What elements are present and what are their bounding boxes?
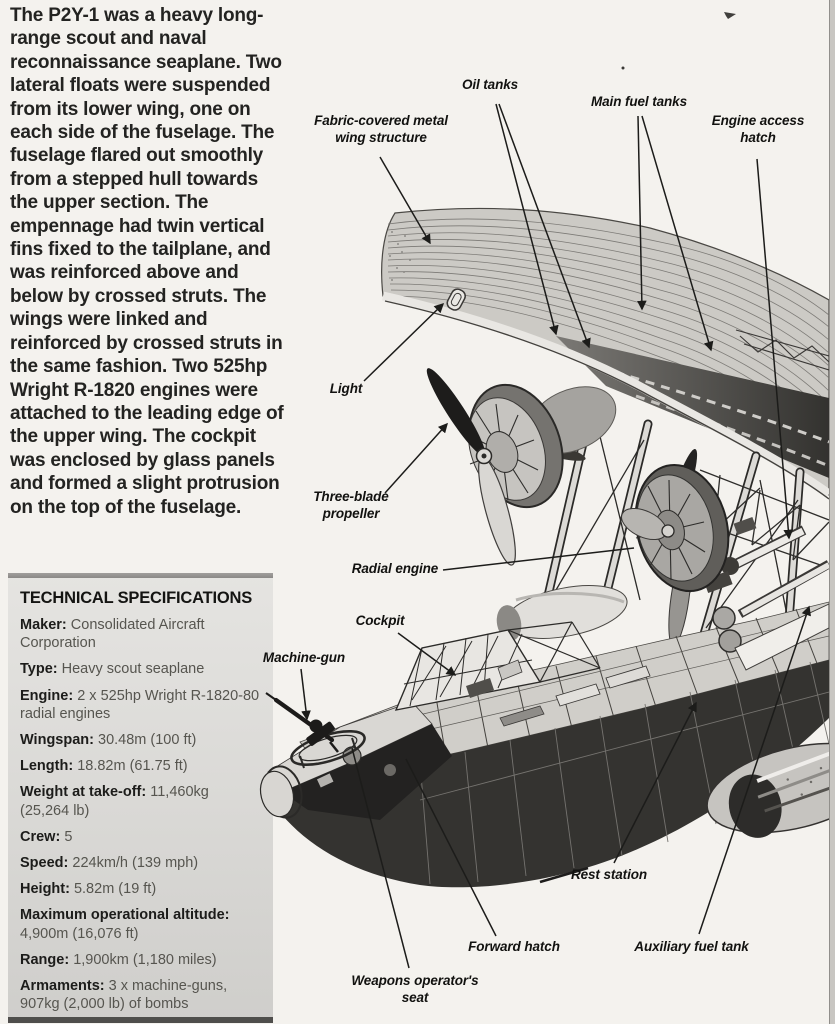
leader-machine-gun: [301, 669, 307, 719]
diagram-label-light: Light: [329, 381, 363, 396]
page-mark: [724, 12, 736, 19]
diagram-label-radial-engine: Radial engine: [351, 561, 439, 576]
diagram-label-forward-hatch: Forward hatch: [468, 939, 560, 954]
diagram-label-engine-access-hatch: Engine access hatch: [711, 113, 805, 145]
diagram-label-machine-gun: Machine-gun: [262, 650, 346, 665]
spec-height: Height: 5.82m (19 ft): [20, 881, 157, 898]
spec-armaments: Armaments: 3 x machine-guns, 907kg (2,000 lb) of bombs: [20, 978, 228, 1013]
radial-engine-front: [421, 364, 627, 568]
page-speck: [622, 67, 625, 70]
diagram-label-main-fuel-tanks: Main fuel tanks: [590, 94, 688, 109]
diagram-label-three-blade-propeller: Three-blade propeller: [313, 489, 389, 521]
spec-type: Type: Heavy scout seaplane: [20, 661, 205, 678]
spec-length: Length: 18.82m (61.75 ft): [20, 758, 188, 775]
diagram-label-auxiliary-fuel-tank: Auxiliary fuel tank: [634, 939, 749, 954]
spec-speed: Speed: 224km/h (139 mph): [20, 855, 199, 872]
diagram-label-cockpit: Cockpit: [355, 613, 405, 628]
spec-maker: Maker: Consolidated Aircraft Corporation: [20, 617, 205, 652]
spec-wingspan: Wingspan: 30.48m (100 ft): [20, 732, 197, 749]
spec-crew: Crew: 5: [20, 828, 73, 845]
specs-title: TECHNICAL SPECIFICATIONS: [20, 589, 253, 607]
leader-three-blade-propeller: [385, 424, 447, 493]
leader-radial-engine: [443, 548, 634, 570]
spec-max-altitude: Maximum operational altitude: 4,900m (16,076 ft): [20, 907, 230, 942]
spec-weight: Weight at take-off: 11,460kg (25,264 lb): [20, 784, 209, 819]
diagram-label-fabric-covered-metal-wing-structure: Fabric-covered metal wing structure: [314, 113, 448, 145]
spec-range: Range: 1,900km (1,180 miles): [20, 951, 217, 968]
diagram-label-weapons-operators-seat: Weapons operator's seat: [351, 973, 479, 1005]
intro-paragraph: The P2Y-1 was a heavy long-range scout and naval reconnaissance seaplane. Two lateral floats were suspended from its lower wing, one on each side of the fuselage. The fuselage flared out smoothly from a stepped hull towards the upper section. The empennage had twin vertical fins fixed to the tailplane, and was reinforced above and below by crossed struts. The wings were linked and reinforced by crossed struts in the same fashion. Two 525hp Wright R-1820 engines were attached to the leading edge of the upper wing. The cockpit was enclosed by glass panels and formed a slight protrusion on the top of the fuselage.: [10, 5, 284, 518]
diagram-label-oil-tanks: Oil tanks: [461, 77, 519, 92]
diagram-label-rest-station: Rest station: [570, 867, 648, 882]
spec-engine: Engine: 2 x 525hp Wright R-1820-80 radial engines: [20, 687, 260, 722]
